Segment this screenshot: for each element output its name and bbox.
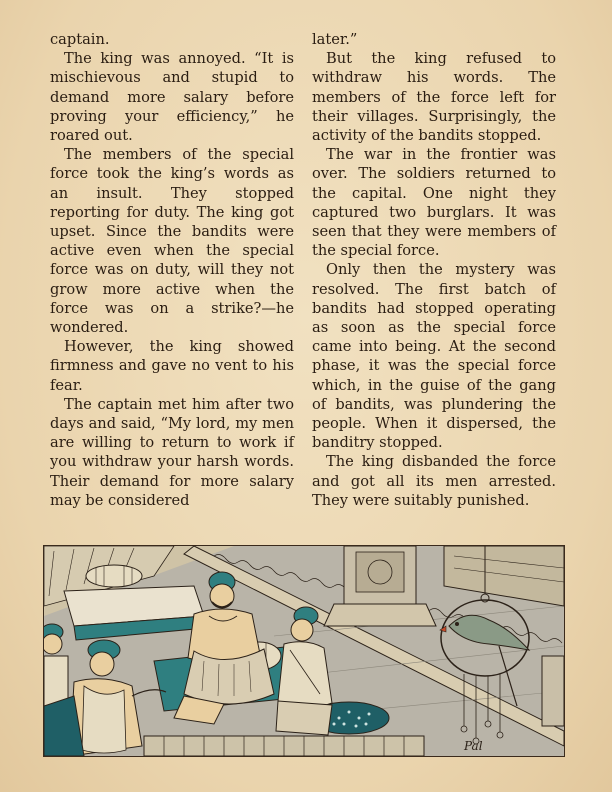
paragraph: But the king refused to withdraw his words. The members of the force left for their villages. Surprisingly, the activity of the bandits stopped. (312, 50, 556, 145)
paragraph: captain. (50, 31, 110, 48)
story-illustration (43, 545, 565, 757)
paragraph: Only then the mystery was resolved. The first batch of bandits had stopped operating as soon as the special force came into being. At the second phase, it was the special force which, in the guise of the gang of bandits, was plundering the people. When it dispersed, the banditry stopped. (312, 261, 556, 452)
artist-signature: Pal (464, 739, 483, 753)
right-text-column (312, 30, 556, 510)
paragraph: The members of the special force took the king’s words as an insult. They stopped reporting for duty. The king got upset. Since the bandits were active even when the special force was on duty, will they not grow more active when the force was on a strike?—he wondered. (50, 146, 294, 337)
paragraph: The captain met him after two days and said, “My lord, my men are willing to return to work if you withdraw your harsh words. Their demand for more salary may be considered (50, 395, 294, 509)
paragraph: The king was annoyed. “It is mischievous and stupid to demand more salary before proving your efficiency,” he roared out. (50, 50, 294, 145)
paragraph: The war in the frontier was over. The soldiers returned to the capital. One night they captured two burglars. It was seen that they were members of the special force. (312, 146, 556, 260)
left-text-column (50, 30, 294, 510)
court-scene-drawing (44, 546, 564, 756)
paragraph: However, the king showed firmness and gave no vent to his fear. (50, 338, 294, 394)
paragraph: The king disbanded the force and got all its men arrested. They were suitably punished. (312, 453, 556, 509)
paragraph: later.” (312, 31, 358, 48)
